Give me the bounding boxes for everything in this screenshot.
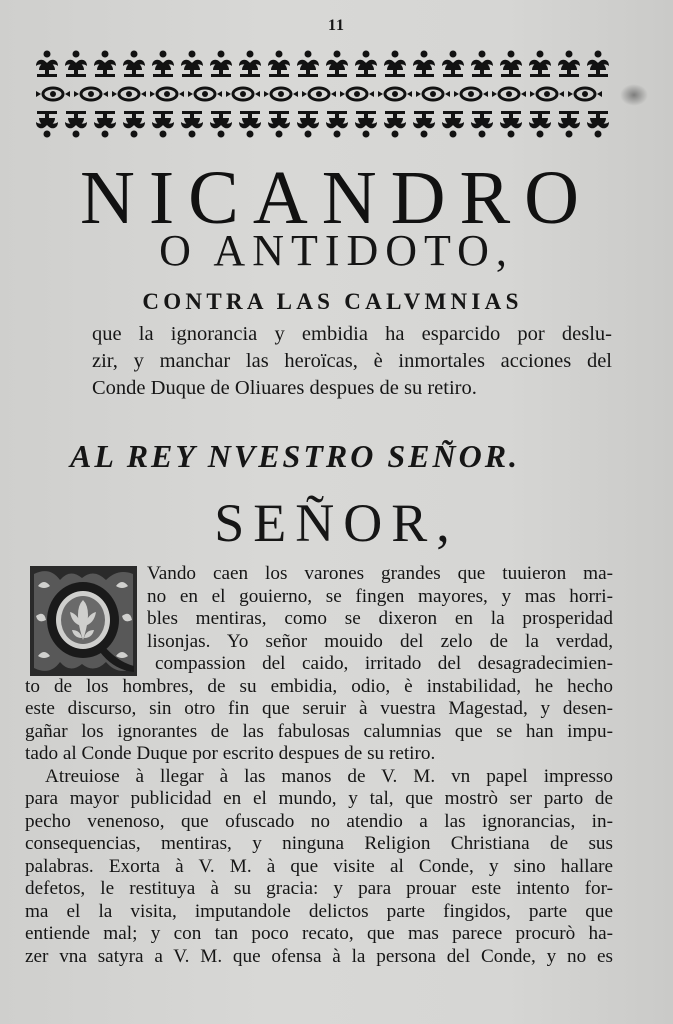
title-subtitle: O ANTIDOTO,	[159, 226, 514, 275]
body-line: Atreuiose à llegar à las manos de V. M. vn papel impresso	[45, 765, 613, 787]
subtitle-line: que la ignorancia y embidia ha esparcido por deslu-	[92, 323, 612, 345]
body-line: tado al Conde Duque por escrito despues de su retiro.	[25, 743, 436, 764]
body-line: Vando caen los varones grandes que tuuieron ma-	[147, 563, 613, 584]
body-line: entiende mal; y con tan poco recato, que mas parece procurò ha-	[25, 923, 613, 944]
salutation: SEÑOR,	[214, 493, 459, 553]
ornamental-border	[35, 48, 615, 140]
subtitle-line: Conde Duque de Oliuares despues de su retiro.	[92, 377, 477, 399]
body-line: pecho venenoso, que ofuscado no atendio a las ignorancias, in-	[25, 810, 613, 832]
body-line: compassion del caido, irritado del desagradecimien-	[155, 653, 613, 674]
body-line: defetos, le restituya à su gracia: y para prouar este intento for-	[25, 878, 613, 899]
ink-stain	[620, 84, 648, 106]
body-text	[25, 563, 613, 968]
body-line: gañar los ignorantes de las fabulosas calumnias que se han impu-	[25, 720, 613, 742]
body-line: consequencias, mentiras, y ninguna Religion Christiana de sus	[25, 833, 613, 854]
body-line: bles mentiras, como se dixeron en la prosperidad	[147, 608, 613, 629]
body-line: palabras. Exorta à V. M. à que visite al Conde, y sino hallare	[25, 855, 613, 877]
dedication: AL REY NVESTRO SEÑOR.	[70, 438, 521, 474]
subtitle-line: zir, y manchar las heroïcas, è inmortales acciones del	[92, 350, 612, 372]
body-line: ma el la visita, imputandole delictos parte fingidos, parte que	[25, 900, 613, 922]
body-line: no en el gouierno, se fingen mayores, y mas horri-	[147, 585, 613, 607]
page-number: 11	[327, 17, 346, 34]
body-line: este discurso, sin otro fin que seruir à vuestra Magestad, y desen-	[25, 698, 613, 719]
body-line: zer vna satyra a V. M. que ofensa à la persona del Conde, y no es	[25, 945, 613, 967]
body-line: lisonjas. Yo señor mouido del zelo de la verdad,	[147, 630, 613, 652]
subtitle-block	[92, 321, 612, 402]
body-line: para mayor publicidad en el mundo, y tal, que mostrò ser parto de	[25, 788, 613, 809]
title-main: NICANDRO	[79, 156, 594, 240]
title-contra: CONTRA LAS CALVMNIAS	[142, 289, 523, 314]
body-line: to de los hombres, de su embidia, odio, è instabilidad, he hecho	[25, 675, 613, 697]
